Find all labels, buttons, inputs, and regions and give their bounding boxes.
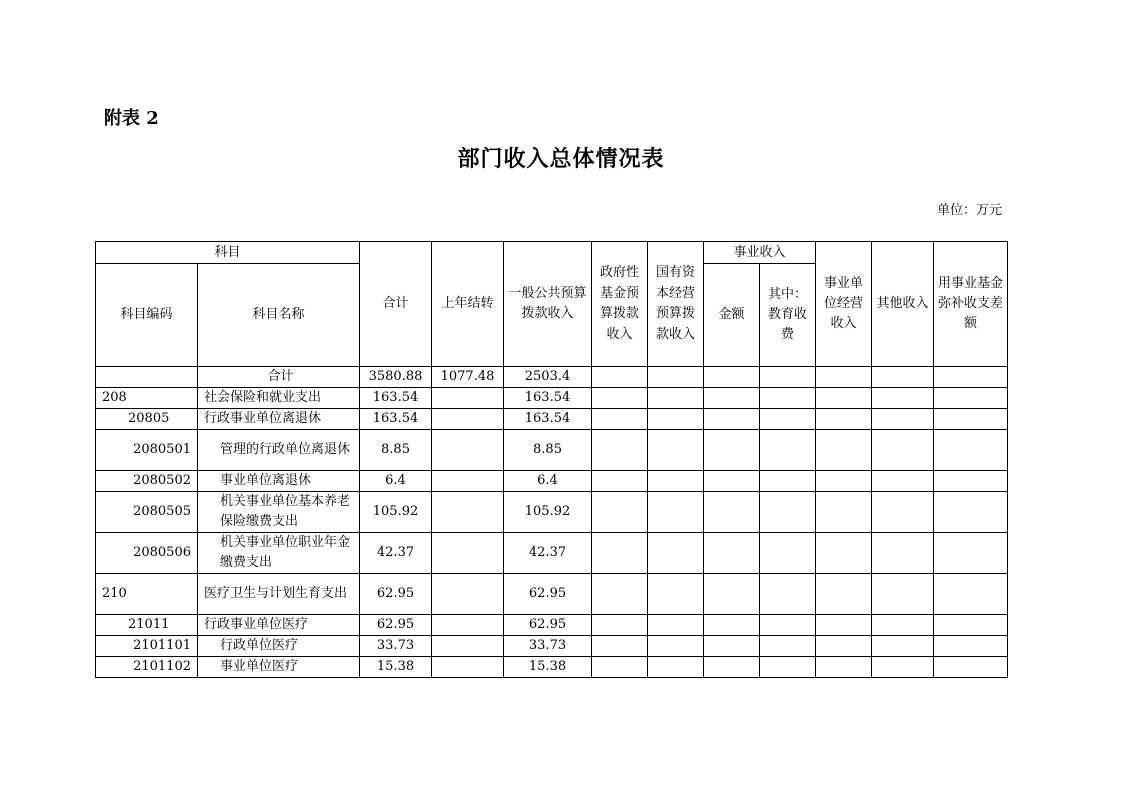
row-name: 医疗卫生与计划生育支出 [198, 574, 360, 615]
institution-income-header: 事业收入 [704, 242, 816, 264]
row-total: 6.4 [360, 471, 432, 492]
row-total: 3580.88 [360, 367, 432, 388]
table-row-total [96, 367, 1008, 388]
other-income-header: 其他收入 [872, 242, 934, 367]
row-code: 2080501 [96, 430, 198, 471]
row-code: 20805 [96, 409, 198, 430]
table-row [96, 409, 1008, 430]
subject-name-header: 科目名称 [198, 264, 360, 367]
row-general: 163.54 [504, 388, 592, 409]
row-carryover: 1077.48 [432, 367, 504, 388]
total-header: 合计 [360, 242, 432, 367]
subject-header: 科目 [96, 242, 360, 264]
carryover-header: 上年结转 [432, 242, 504, 367]
general-budget-header: 一般公共预算拨款收入 [504, 242, 592, 367]
institution-operating-header: 事业单位经营收入 [816, 242, 872, 367]
table-row [96, 471, 1008, 492]
row-code: 2080505 [96, 492, 198, 533]
row-general: 62.95 [504, 574, 592, 615]
row-total: 62.95 [360, 615, 432, 636]
row-name: 机关事业单位职业年金缴费支出 [198, 533, 360, 574]
row-general: 2503.4 [504, 367, 592, 388]
page-title: 部门收入总体情况表 [457, 146, 665, 172]
row-general: 6.4 [504, 471, 592, 492]
unit-label: 单位：万元 [936, 203, 1002, 218]
row-carryover [432, 657, 504, 678]
row-code: 210 [96, 574, 198, 615]
row-code: 21011 [96, 615, 198, 636]
row-name: 管理的行政单位离退休 [198, 430, 360, 471]
row-general: 33.73 [504, 636, 592, 657]
row-total: 105.92 [360, 492, 432, 533]
row-carryover [432, 471, 504, 492]
row-name: 机关事业单位基本养老保险缴费支出 [198, 492, 360, 533]
row-carryover [432, 574, 504, 615]
row-carryover [432, 533, 504, 574]
table-row [96, 388, 1008, 409]
row-general: 8.85 [504, 430, 592, 471]
row-general: 15.38 [504, 657, 592, 678]
table-row [96, 533, 1008, 574]
table-row [96, 492, 1008, 533]
row-carryover [432, 615, 504, 636]
table-row [96, 657, 1008, 678]
row-code: 2101102 [96, 657, 198, 678]
row-carryover [432, 430, 504, 471]
state-capital-header: 国有资本经营预算拨款收入 [648, 242, 704, 367]
row-general: 42.37 [504, 533, 592, 574]
gov-fund-header: 政府性基金预算拨款收入 [592, 242, 648, 367]
row-name: 行政事业单位离退休 [198, 409, 360, 430]
row-name: 行政事业单位医疗 [198, 615, 360, 636]
table-row [96, 636, 1008, 657]
amount-header: 金额 [704, 264, 760, 367]
row-code: 2101101 [96, 636, 198, 657]
table-row [96, 430, 1008, 471]
row-code: 208 [96, 388, 198, 409]
table-row [96, 615, 1008, 636]
row-total: 163.54 [360, 388, 432, 409]
row-code: 2080502 [96, 471, 198, 492]
row-carryover [432, 409, 504, 430]
row-code: 2080506 [96, 533, 198, 574]
row-total: 62.95 [360, 574, 432, 615]
row-total: 163.54 [360, 409, 432, 430]
row-name: 事业单位医疗 [198, 657, 360, 678]
row-name: 社会保险和就业支出 [198, 388, 360, 409]
row-carryover [432, 492, 504, 533]
row-carryover [432, 388, 504, 409]
fund-offset-header: 用事业基金弥补收支差额 [934, 242, 1008, 367]
row-total: 8.85 [360, 430, 432, 471]
appendix-label: 附表 2 [104, 108, 159, 129]
subject-code-header: 科目编码 [96, 264, 198, 367]
income-table [95, 241, 1008, 678]
row-name: 合计 [198, 367, 360, 388]
row-name: 行政单位医疗 [198, 636, 360, 657]
row-carryover [432, 636, 504, 657]
row-general: 105.92 [504, 492, 592, 533]
row-total: 42.37 [360, 533, 432, 574]
table-row [96, 574, 1008, 615]
row-general: 163.54 [504, 409, 592, 430]
row-general: 62.95 [504, 615, 592, 636]
row-total: 15.38 [360, 657, 432, 678]
row-name: 事业单位离退休 [198, 471, 360, 492]
row-total: 33.73 [360, 636, 432, 657]
education-fee-header: 其中：教育收费 [760, 264, 816, 367]
